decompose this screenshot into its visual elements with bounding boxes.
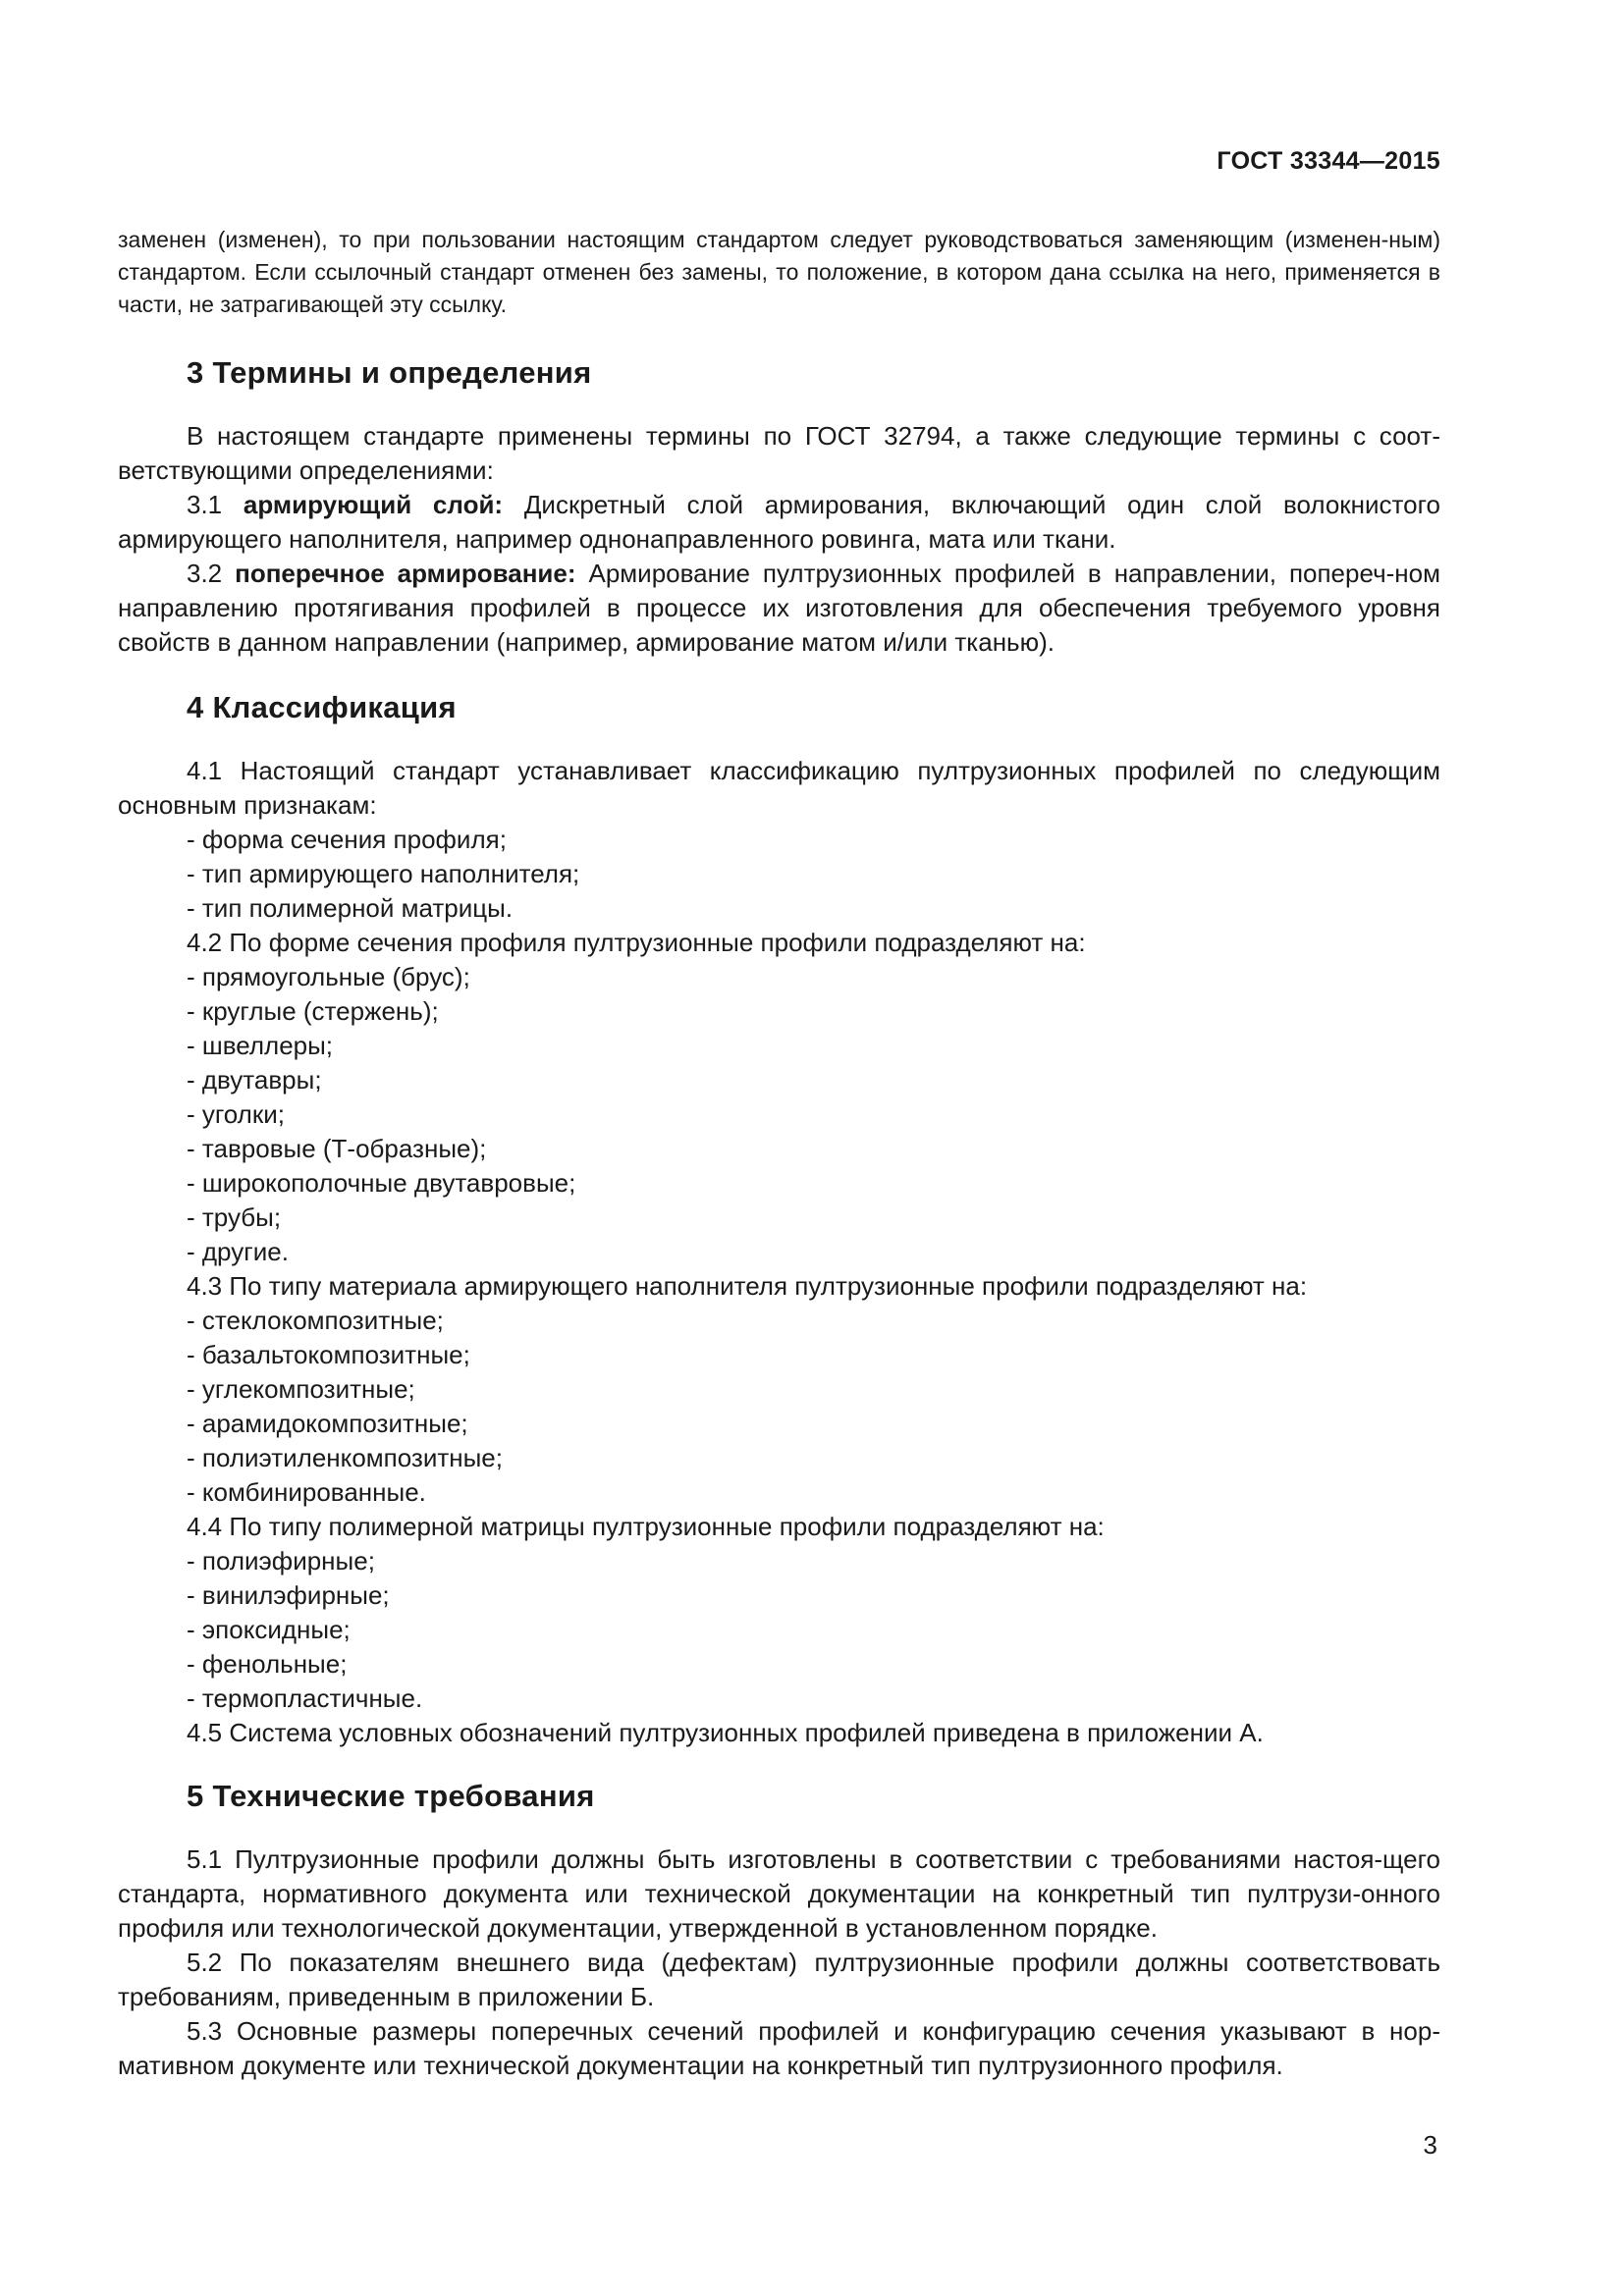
paragraph-4-4: 4.4 По типу полимерной матрицы пултрузионные профили подразделяют на:: [187, 1512, 1105, 1541]
list-item: - полиэтиленкомпозитные;: [187, 1443, 503, 1472]
list-item: - винилэфирные;: [187, 1580, 390, 1610]
paragraph-5-2: 5.2 По показателям внешнего вида (дефектам) пултрузионные профили должны соответствовать требованиям, приведенным в приложении Б.: [118, 1948, 1440, 2011]
list-4-1: [118, 823, 1440, 926]
list-4-3: [118, 1304, 1440, 1510]
list-item: - арамидокомпозитные;: [187, 1409, 468, 1438]
paragraph-4-2: 4.2 По форме сечения профиля пултрузионные профили подразделяют на:: [187, 928, 1086, 957]
term-3-1-term: армирующий слой:: [243, 490, 504, 519]
section-5-title: 5 Технические требования: [187, 1779, 595, 1813]
paragraph-5-1: 5.1 Пултрузионные профили должны быть изготовлены в соответствии с требованиями настоя-щего стандарта, нормативного документа или технической документации на конкретный тип пултрузи-онного профиля или технологической документации, утвержденной в установленном порядке.: [118, 1844, 1440, 1943]
section-4-title: 4 Классификация: [187, 690, 457, 724]
paragraph-4-1: 4.1 Настоящий стандарт устанавливает классификацию пултрузионных профилей по следующим основным признакам:: [118, 756, 1440, 820]
term-3-2: [118, 557, 1440, 660]
term-3-2-term: поперечное армирование:: [235, 559, 576, 588]
intro-block: [118, 224, 1440, 321]
list-item: - форма сечения профиля;: [187, 825, 507, 854]
paragraph-5-3: 5.3 Основные размеры поперечных сечений профилей и конфигурацию сечения указывают в нор-мативном документе или технической документации на конкретный тип пултрузионного профиля.: [118, 2016, 1440, 2080]
section-3-title: 3 Термины и определения: [187, 355, 592, 390]
list-item: - фенольные;: [187, 1649, 348, 1679]
list-item: - прямоугольные (брус);: [187, 962, 470, 991]
term-3-1-definition: Дискретный слой армирования, включающий один слой волокнистого армирующего наполнителя, например однонаправленного ровинга, мата или ткани.: [118, 490, 1440, 554]
list-item: - эпоксидные;: [187, 1615, 351, 1644]
list-item: - базальтокомпозитные;: [187, 1340, 470, 1369]
list-item: - швеллеры;: [187, 1031, 334, 1060]
term-3-2-definition: Армирование пултрузионных профилей в направлении, попереч-ном направлению протягивания профилей в процессе их изготовления для обеспечения требуемого уровня свойств в данном направлении (например, армирование матом и/или тканью).: [118, 559, 1440, 657]
page-number: 3: [1423, 2130, 1437, 2160]
standard-code: ГОСТ 33344—2015: [1217, 147, 1440, 175]
list-item: - трубы;: [187, 1202, 282, 1232]
list-4-2: [118, 960, 1440, 1269]
term-3-1: [118, 488, 1440, 557]
list-item: - углекомпозитные;: [187, 1374, 415, 1404]
list-item: - стеклокомпозитные;: [187, 1306, 444, 1335]
section-3: [118, 355, 1440, 660]
list-item: - уголки;: [187, 1099, 285, 1129]
section-5: [118, 1779, 1440, 2083]
section-3-intro: В настоящем стандарте применены термины по ГОСТ 32794, а также следующие термины с соот-ветствующими определениями:: [118, 421, 1440, 485]
list-item: - двутавры;: [187, 1065, 322, 1095]
section-4: [118, 690, 1440, 1750]
list-item: - термопластичные.: [187, 1683, 423, 1713]
list-item: - тавровые (Т-образные);: [187, 1134, 487, 1163]
list-item: - другие.: [187, 1237, 289, 1266]
list-4-4: [118, 1544, 1440, 1716]
term-3-2-number: 3.2: [187, 559, 223, 588]
paragraph-4-3: 4.3 По типу материала армирующего наполнителя пултрузионные профили подразделяют на:: [187, 1271, 1308, 1301]
term-3-1-number: 3.1: [187, 490, 223, 519]
paragraph-4-5: 4.5 Система условных обозначений пултрузионных профилей приведена в приложении А.: [187, 1718, 1264, 1747]
list-item: - тип армирующего наполнителя;: [187, 859, 580, 888]
list-item: - тип полимерной матрицы.: [187, 893, 514, 923]
list-item: - широкополочные двутавровые;: [187, 1168, 576, 1198]
list-item: - комбинированные.: [187, 1477, 426, 1507]
list-item: - круглые (стержень);: [187, 996, 439, 1026]
list-item: - полиэфирные;: [187, 1546, 375, 1575]
intro-paragraph: заменен (изменен), то при пользовании настоящим стандартом следует руководствоваться заменяющим (изменен-ным) стандартом. Если ссылочный стандарт отменен без замены, то положение, в котором дана ссылка на него, применяется в части, не затрагивающей эту ссылку.: [118, 227, 1440, 317]
